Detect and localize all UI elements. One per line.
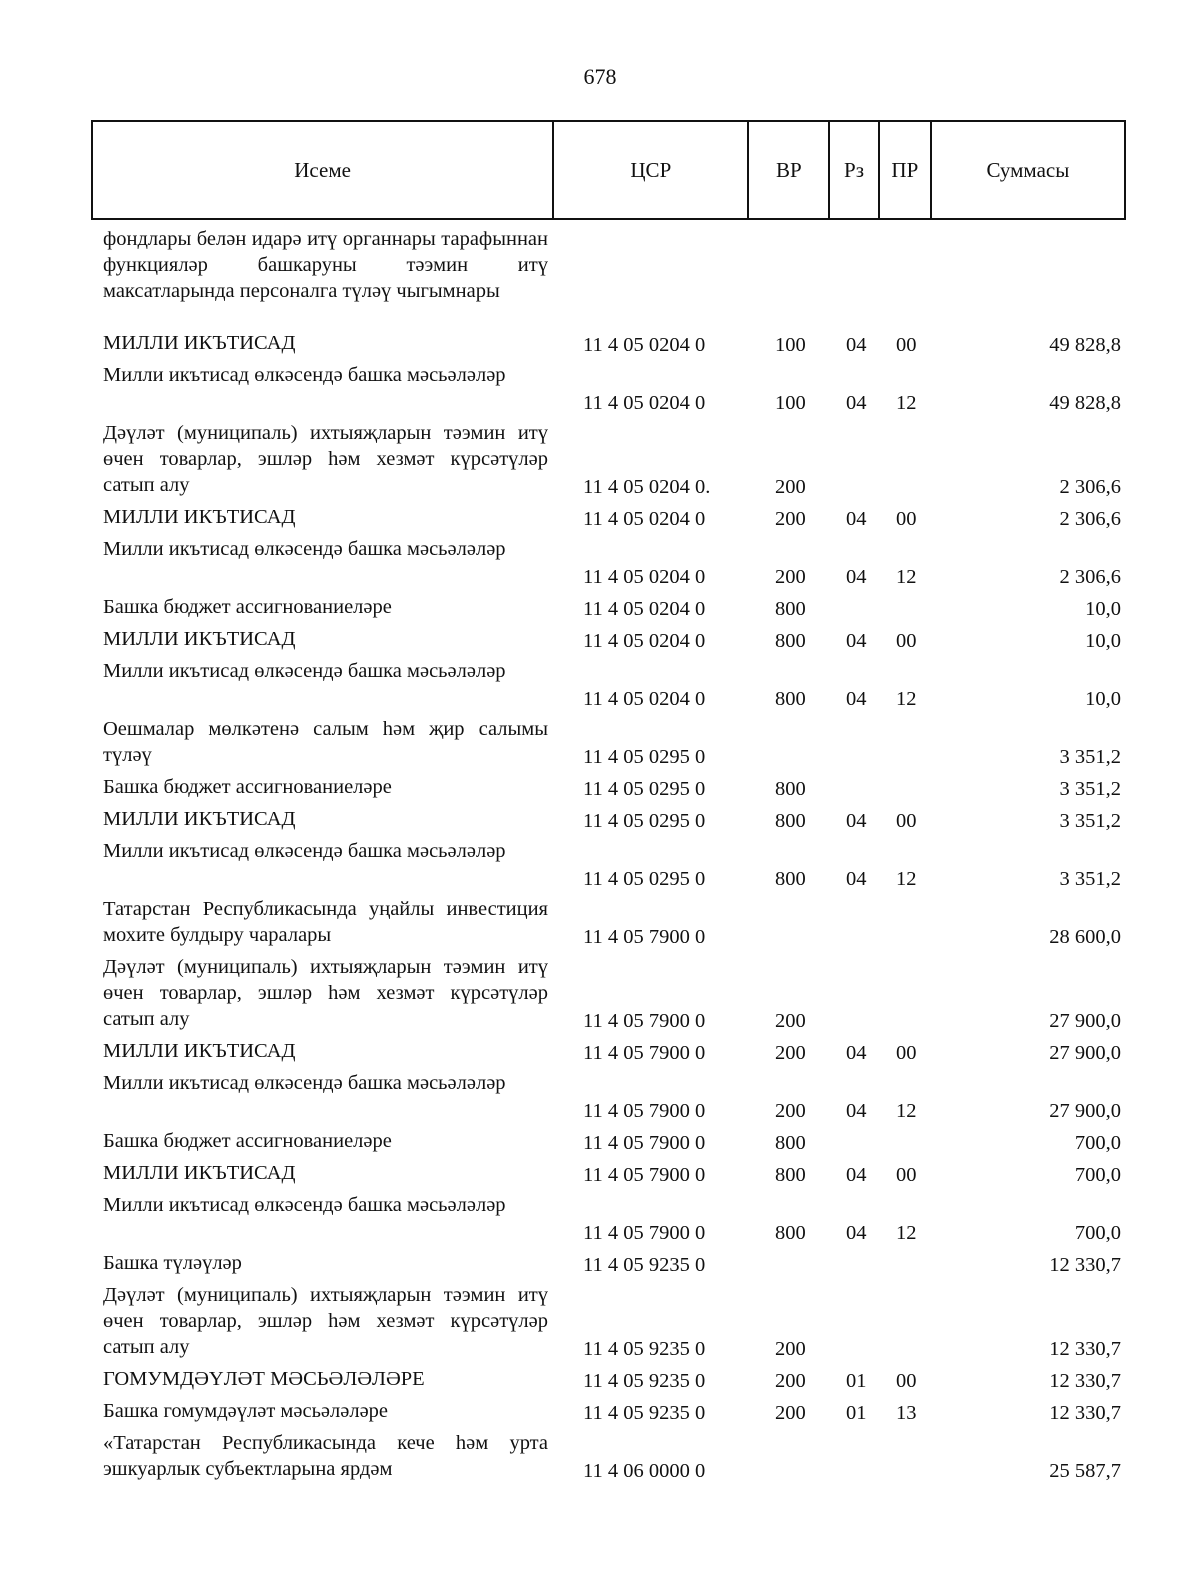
row-rz: 01 — [846, 1402, 867, 1424]
row-name: Башка гомумдәүләт мәсьәләләре — [103, 1400, 389, 1422]
row-sum: 700,0 — [1074, 1222, 1121, 1244]
table-row — [0, 1398, 1200, 1430]
table-row — [0, 1160, 1200, 1192]
table-row — [0, 896, 1200, 954]
row-rz: 04 — [846, 1100, 867, 1122]
row-name: МИЛЛИ ИКЪТИСАД — [103, 808, 296, 830]
row-rz: 04 — [846, 1042, 867, 1064]
row-name: Дәүләт (муниципаль) ихтыяҗларын тәэмин итү өчен товарлар, эшләр һәм хезмәт күрсәтүләр сатып алу — [103, 1284, 548, 1358]
row-name: Милли икътисад өлкәсендә башка мәсьәләләр — [103, 840, 506, 862]
row-sum: 10,0 — [1085, 630, 1121, 652]
table-row — [0, 420, 1200, 504]
row-vr: 200 — [775, 566, 806, 588]
row-csr: 11 4 05 0204 0 — [583, 630, 706, 652]
row-name: Милли икътисад өлкәсендә башка мәсьәләләр — [103, 660, 506, 682]
row-name: Милли икътисад өлкәсендә башка мәсьәләләр — [103, 1072, 506, 1094]
row-pr: 12 — [896, 392, 917, 414]
row-vr: 200 — [775, 1100, 806, 1122]
row-name: МИЛЛИ ИКЪТИСАД — [103, 506, 296, 528]
row-vr: 100 — [775, 392, 806, 414]
table-row — [0, 1430, 1200, 1488]
row-name: Татарстан Республикасында уңайлы инвестиция мохите булдыру чаралары — [103, 898, 548, 946]
table-row — [0, 838, 1200, 896]
table-row — [0, 1250, 1200, 1282]
row-csr: 11 4 05 0295 0 — [583, 868, 706, 890]
table-row — [0, 1070, 1200, 1128]
row-csr: 11 4 05 0204 0. — [583, 476, 711, 498]
row-name: фондлары белән идарә итү органнары тарафыннан функцияләр башкаруны тәэмин итү максатларында персоналга түләү чыгымнары — [103, 228, 548, 302]
row-sum: 49 828,8 — [1049, 392, 1121, 414]
row-sum: 12 330,7 — [1049, 1370, 1121, 1392]
row-sum: 2 306,6 — [1059, 508, 1121, 530]
table-row — [0, 658, 1200, 716]
row-vr: 200 — [775, 1402, 806, 1424]
row-name: Милли икътисад өлкәсендә башка мәсьәләләр — [103, 1194, 506, 1216]
table-body — [0, 226, 1200, 1488]
row-csr: 11 4 05 7900 0 — [583, 1222, 706, 1244]
row-name: Дәүләт (муниципаль) ихтыяҗларын тәэмин итү өчен товарлар, эшләр һәм хезмәт күрсәтүләр сатып алу — [103, 956, 548, 1030]
row-vr: 800 — [775, 868, 806, 890]
row-name: Башка бюджет ассигнованиеләре — [103, 776, 392, 798]
row-sum: 12 330,7 — [1049, 1402, 1121, 1424]
row-pr: 00 — [896, 334, 917, 356]
header-rz: Рз — [830, 122, 880, 218]
row-vr: 800 — [775, 688, 806, 710]
row-rz: 04 — [846, 810, 867, 832]
header-vr: ВР — [749, 122, 830, 218]
row-name: Башка бюджет ассигнованиеләре — [103, 596, 392, 618]
row-csr: 11 4 06 0000 0 — [583, 1460, 706, 1482]
row-pr: 12 — [896, 688, 917, 710]
table-row — [0, 1192, 1200, 1250]
table-row — [0, 504, 1200, 536]
row-csr: 11 4 05 0295 0 — [583, 810, 706, 832]
row-csr: 11 4 05 7900 0 — [583, 1042, 706, 1064]
row-sum: 25 587,7 — [1049, 1460, 1121, 1482]
row-csr: 11 4 05 9235 0 — [583, 1254, 706, 1276]
row-name: МИЛЛИ ИКЪТИСАД — [103, 332, 296, 354]
row-sum: 3 351,2 — [1059, 868, 1121, 890]
table-row — [0, 1128, 1200, 1160]
table-row — [0, 1282, 1200, 1366]
header-csr: ЦСР — [554, 122, 749, 218]
row-sum: 3 351,2 — [1059, 810, 1121, 832]
row-name: Башка бюджет ассигнованиеләре — [103, 1130, 392, 1152]
row-sum: 700,0 — [1074, 1132, 1121, 1154]
row-rz: 04 — [846, 868, 867, 890]
row-sum: 3 351,2 — [1059, 778, 1121, 800]
row-pr: 00 — [896, 630, 917, 652]
row-vr: 800 — [775, 598, 806, 620]
table-row — [0, 330, 1200, 362]
row-sum: 10,0 — [1085, 598, 1121, 620]
header-pr: ПР — [880, 122, 932, 218]
row-name: ГОМУМДӘҮЛӘТ МӘСЬӘЛӘЛӘРЕ — [103, 1368, 425, 1390]
table-row — [0, 226, 1200, 330]
row-sum: 27 900,0 — [1049, 1042, 1121, 1064]
page-number: 678 — [583, 64, 617, 89]
row-rz: 04 — [846, 334, 867, 356]
row-name: Милли икътисад өлкәсендә башка мәсьәләләр — [103, 364, 506, 386]
row-pr: 00 — [896, 810, 917, 832]
row-sum: 2 306,6 — [1059, 566, 1121, 588]
row-pr: 12 — [896, 868, 917, 890]
row-csr: 11 4 05 9235 0 — [583, 1370, 706, 1392]
row-name: МИЛЛИ ИКЪТИСАД — [103, 1162, 296, 1184]
row-csr: 11 4 05 0204 0 — [583, 688, 706, 710]
row-csr: 11 4 05 0295 0 — [583, 746, 706, 768]
row-sum: 700,0 — [1074, 1164, 1121, 1186]
row-sum: 2 306,6 — [1059, 476, 1121, 498]
row-vr: 800 — [775, 778, 806, 800]
row-vr: 100 — [775, 334, 806, 356]
row-csr: 11 4 05 0204 0 — [583, 508, 706, 530]
row-csr: 11 4 05 7900 0 — [583, 1100, 706, 1122]
row-pr: 00 — [896, 1042, 917, 1064]
row-vr: 800 — [775, 1164, 806, 1186]
row-name: Милли икътисад өлкәсендә башка мәсьәләләр — [103, 538, 506, 560]
row-vr: 200 — [775, 1042, 806, 1064]
row-rz: 04 — [846, 688, 867, 710]
row-pr: 13 — [896, 1402, 917, 1424]
row-rz: 04 — [846, 508, 867, 530]
row-vr: 200 — [775, 1010, 806, 1032]
table-row — [0, 594, 1200, 626]
row-name: Башка түләүләр — [103, 1252, 242, 1274]
row-sum: 3 351,2 — [1059, 746, 1121, 768]
header-name: Исеме — [93, 122, 554, 218]
row-rz: 04 — [846, 1222, 867, 1244]
table-row — [0, 954, 1200, 1038]
table-row — [0, 716, 1200, 774]
table-row — [0, 1038, 1200, 1070]
row-sum: 49 828,8 — [1049, 334, 1121, 356]
row-pr: 12 — [896, 566, 917, 588]
table-row — [0, 1366, 1200, 1398]
row-pr: 00 — [896, 508, 917, 530]
row-vr: 800 — [775, 1222, 806, 1244]
row-vr: 800 — [775, 1132, 806, 1154]
row-name: «Татарстан Республикасында кече һәм урта эшкуарлык субъектларына ярдәм — [103, 1432, 548, 1480]
table-row — [0, 536, 1200, 594]
table-row — [0, 774, 1200, 806]
row-rz: 01 — [846, 1370, 867, 1392]
row-csr: 11 4 05 0204 0 — [583, 334, 706, 356]
row-sum: 12 330,7 — [1049, 1338, 1121, 1360]
row-pr: 00 — [896, 1164, 917, 1186]
row-csr: 11 4 05 0204 0 — [583, 566, 706, 588]
header-sum: Суммасы — [986, 157, 1070, 182]
row-pr: 12 — [896, 1222, 917, 1244]
row-csr: 11 4 05 9235 0 — [583, 1338, 706, 1360]
row-vr: 800 — [775, 630, 806, 652]
row-sum: 12 330,7 — [1049, 1254, 1121, 1276]
row-csr: 11 4 05 0204 0 — [583, 598, 706, 620]
row-name: МИЛЛИ ИКЪТИСАД — [103, 1040, 296, 1062]
row-name: Дәүләт (муниципаль) ихтыяҗларын тәэмин итү өчен товарлар, эшләр һәм хезмәт күрсәтүләр сатып алу — [103, 422, 548, 496]
row-sum: 27 900,0 — [1049, 1010, 1121, 1032]
row-rz: 04 — [846, 630, 867, 652]
row-csr: 11 4 05 0204 0 — [583, 392, 706, 414]
row-vr: 200 — [775, 508, 806, 530]
row-rz: 04 — [846, 566, 867, 588]
row-csr: 11 4 05 0295 0 — [583, 778, 706, 800]
row-name: Оешмалар мөлкәтенә салым һәм җир салымы түләү — [103, 718, 548, 766]
table-header — [91, 120, 1126, 220]
row-csr: 11 4 05 7900 0 — [583, 1164, 706, 1186]
row-rz: 04 — [846, 1164, 867, 1186]
table-row — [0, 362, 1200, 420]
row-sum: 27 900,0 — [1049, 1100, 1121, 1122]
row-vr: 200 — [775, 1370, 806, 1392]
row-vr: 200 — [775, 1338, 806, 1360]
table-row — [0, 806, 1200, 838]
row-vr: 800 — [775, 810, 806, 832]
row-sum: 28 600,0 — [1049, 926, 1121, 948]
row-csr: 11 4 05 9235 0 — [583, 1402, 706, 1424]
row-csr: 11 4 05 7900 0 — [583, 926, 706, 948]
row-csr: 11 4 05 7900 0 — [583, 1132, 706, 1154]
row-pr: 00 — [896, 1370, 917, 1392]
table-row — [0, 626, 1200, 658]
row-sum: 10,0 — [1085, 688, 1121, 710]
row-vr: 200 — [775, 476, 806, 498]
row-pr: 12 — [896, 1100, 917, 1122]
row-rz: 04 — [846, 392, 867, 414]
row-csr: 11 4 05 7900 0 — [583, 1010, 706, 1032]
row-name: МИЛЛИ ИКЪТИСАД — [103, 628, 296, 650]
